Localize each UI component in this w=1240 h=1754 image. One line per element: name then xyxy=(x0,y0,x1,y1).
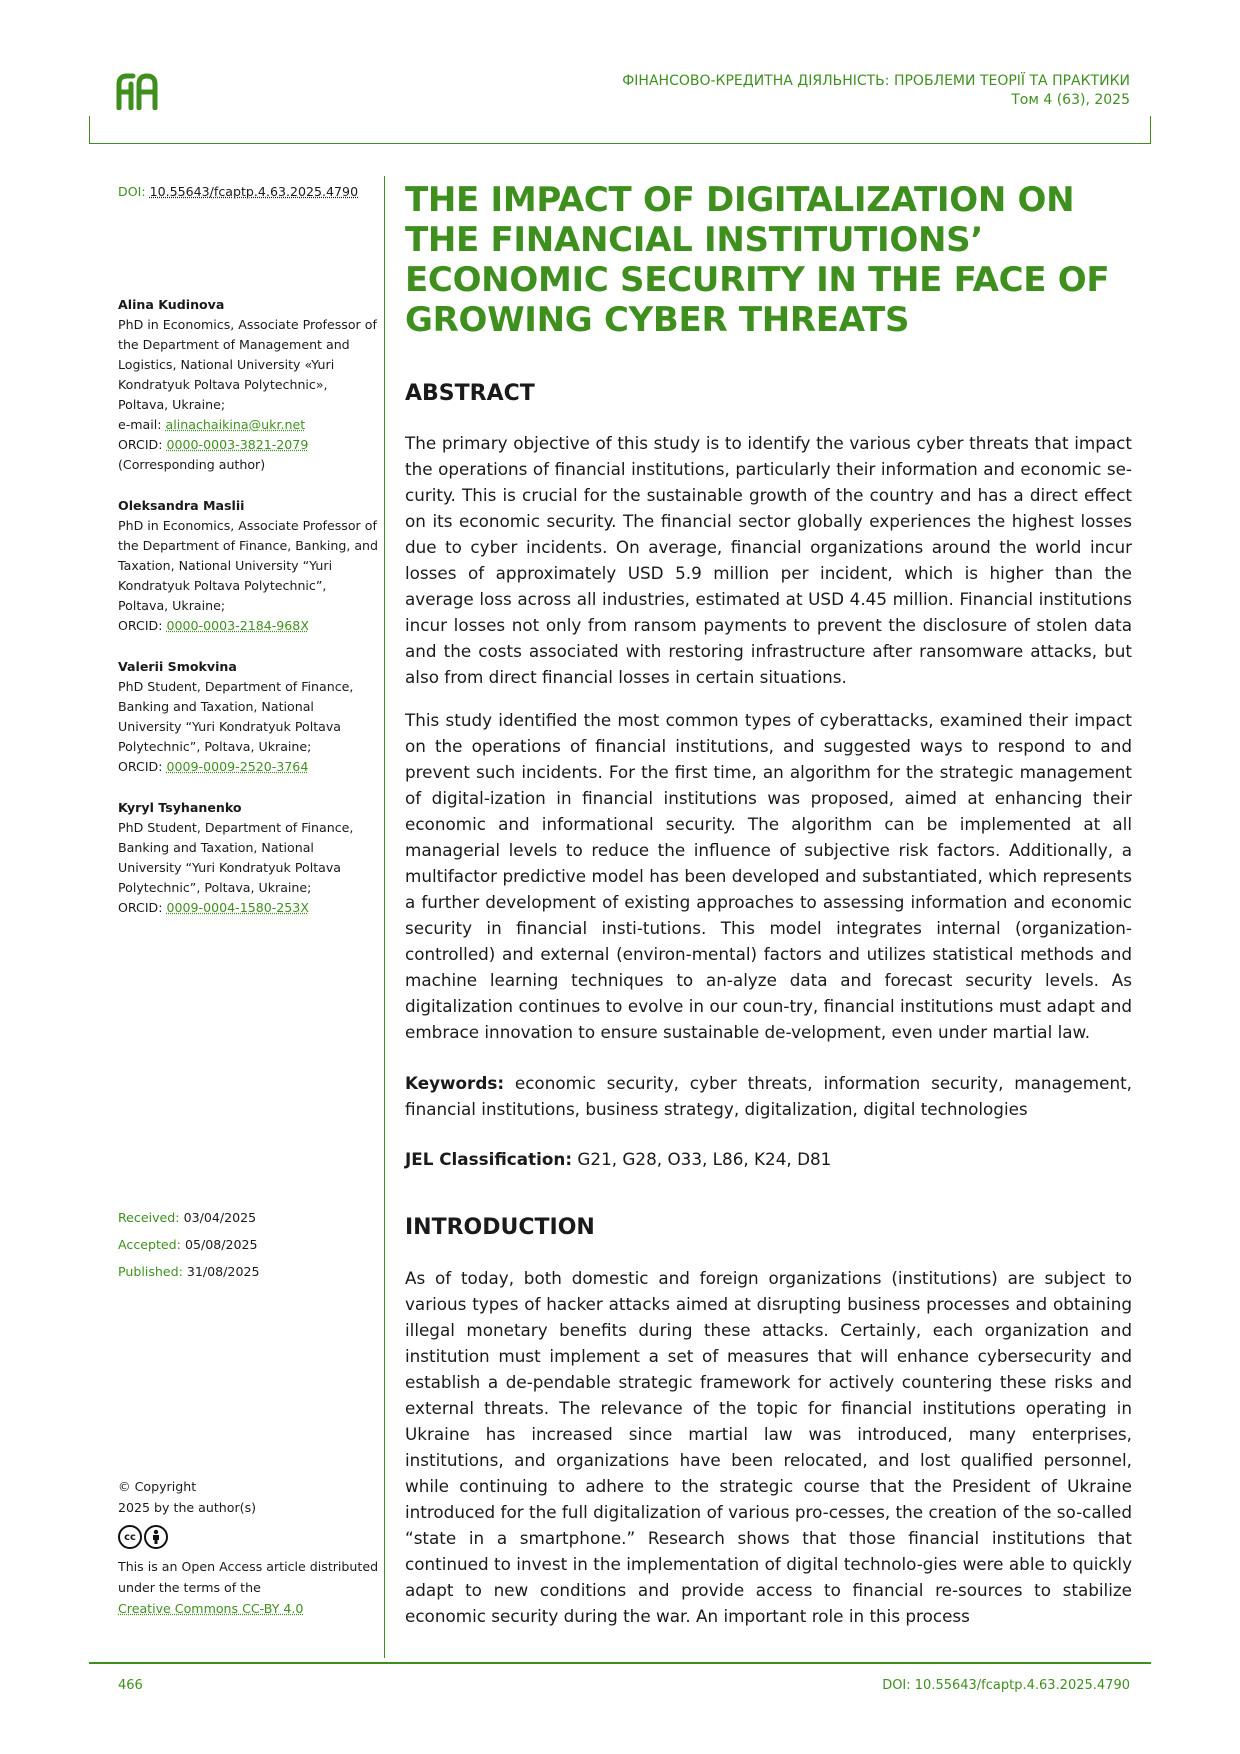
received-label: Received: xyxy=(118,1210,180,1225)
doi-link[interactable]: 10.55643/fcaptp.4.63.2025.4790 xyxy=(149,184,359,199)
author-name: Kyryl Tsyhanenko xyxy=(118,800,242,815)
orcid-label: ORCID: xyxy=(118,618,163,633)
header-rule xyxy=(89,116,1151,144)
author-3 xyxy=(118,657,380,777)
keywords-text: economic security, cyber threats, information security, management, financial institutions, business strategy, digitalization, digital technologies xyxy=(405,1073,1132,1119)
author-affiliation: PhD Student, Department of Finance, Banking and Taxation, National University “Yuri Kondratyuk Poltava Polytechnic”, Poltava, Ukraine; xyxy=(118,679,354,754)
keywords-label: Keywords: xyxy=(405,1073,505,1093)
article-title: THE IMPACT OF DIGITALIZATION ON THE FINANCIAL INSTITUTIONS’ ECONOMIC SECURITY IN THE FACE OF GROWING CYBER THREATS xyxy=(405,180,1110,340)
column-divider xyxy=(384,176,385,1658)
cc-icon: cc xyxy=(118,1525,142,1549)
orcid-link[interactable]: 0009-0009-2520-3764 xyxy=(166,759,309,774)
footer-rule xyxy=(89,1662,1151,1664)
abstract-paragraph-1: The primary objective of this study is to identify the various cyber threats that impact the operations of financial institutions, particularly their information and economic se-curity. This is crucial for the sustainable growth of the country and has a direct effect on its economic security. The financial sector globally experiences the highest losses due to cyber incidents. On average, financial organizations around the world incur losses of approximately USD 5.9 million per incident, which is higher than the average loss across all industries, estimated at USD 4.45 million. Financial institutions incur losses not only from ransom payments to prevent the disclosure of stolen data and the costs associated with restoring infrastructure after ransomware attacks, but also from direct financial losses in certain situations. xyxy=(405,433,1132,687)
doi-label: DOI: xyxy=(118,184,146,199)
journal-header xyxy=(622,72,1130,110)
accepted-label: Accepted: xyxy=(118,1237,181,1252)
copyright-year: 2025 by the author(s) xyxy=(118,1500,257,1515)
author-affiliation: PhD Student, Department of Finance, Banking and Taxation, National University “Yuri Kondratyuk Poltava Polytechnic”, Poltava, Ukraine; xyxy=(118,820,354,895)
keywords xyxy=(405,1070,1132,1122)
copyright xyxy=(118,1476,380,1518)
author-4 xyxy=(118,798,380,918)
jel-codes: G21, G28, O33, L86, K24, D81 xyxy=(577,1149,832,1169)
footer-doi[interactable]: DOI: 10.55643/fcaptp.4.63.2025.4790 xyxy=(882,1678,1130,1693)
license-note xyxy=(118,1556,380,1619)
license-text: This is an Open Access article distributed under the terms of the xyxy=(118,1559,379,1595)
by-icon xyxy=(144,1525,168,1549)
author-1 xyxy=(118,295,380,475)
copyright-line: © Copyright xyxy=(118,1479,197,1494)
license-link[interactable]: Creative Commons CC-BY 4.0 xyxy=(118,1601,304,1616)
orcid-link[interactable]: 0009-0004-1580-253X xyxy=(166,900,309,915)
introduction-paragraph: As of today, both domestic and foreign organizations (institutions) are subject to various types of hacker attacks aimed at disrupting business processes and obtaining illegal monetary benefits during these attacks. Certainly, each organization and institution must implement a set of measures that will enhance cybersecurity and establish a de-pendable strategic framework for actively countering these risks and external threats. The relevance of the topic for financial institutions operating in Ukraine has increased since martial law was introduced, many enterprises, institutions, and organizations have been relocated, and lost qualified personnel, while continuing to adhere to the strategic course that the President of Ukraine introduced for the full digitalization of various pro-cesses, the creation of the so-called “state in a smartphone.” Research shows that those financial institutions that continued to invest in the implementation of digital technolo-gies were able to quickly adapt to new conditions and provide access to financial re-sources to stabilize economic security during the war. An important role in this process xyxy=(405,1268,1132,1626)
author-name: Alina Kudinova xyxy=(118,297,225,312)
journal-title: ФІНАНСОВО-КРЕДИТНА ДІЯЛЬНІСТЬ: ПРОБЛЕМИ ТЕОРІЇ ТА ПРАКТИКИ xyxy=(622,73,1130,89)
sidebar-doi xyxy=(118,182,378,202)
published-date: 31/08/2025 xyxy=(186,1264,260,1279)
orcid-label: ORCID: xyxy=(118,759,163,774)
journal-volume: Том 4 (63), 2025 xyxy=(1011,92,1130,108)
email-link[interactable]: alinachaikina@ukr.net xyxy=(165,417,306,432)
introduction-heading: INTRODUCTION xyxy=(405,1215,595,1240)
author-name: Valerii Smokvina xyxy=(118,659,237,674)
jel-label: JEL Classification: xyxy=(405,1149,573,1169)
journal-logo-icon xyxy=(115,72,159,110)
received-date: 03/04/2025 xyxy=(183,1210,257,1225)
orcid-link[interactable]: 0000-0003-2184-968X xyxy=(166,618,309,633)
orcid-label: ORCID: xyxy=(118,437,163,452)
accepted-date: 05/08/2025 xyxy=(184,1237,258,1252)
page-number: 466 xyxy=(118,1678,143,1693)
email-label: e-mail: xyxy=(118,417,162,432)
author-affiliation: PhD in Economics, Associate Professor of the Department of Finance, Banking, and Taxation, National University “Yuri Kondratyuk Poltava Polytechnic”, Poltava, Ukraine; xyxy=(118,518,379,613)
orcid-label: ORCID: xyxy=(118,900,163,915)
article-dates xyxy=(118,1204,259,1285)
orcid-link[interactable]: 0000-0003-3821-2079 xyxy=(166,437,309,452)
abstract-heading: ABSTRACT xyxy=(405,381,535,406)
cc-license-icons[interactable] xyxy=(118,1525,168,1549)
author-affiliation: PhD in Economics, Associate Professor of the Department of Management and Logistics, National University «Yuri Kondratyuk Poltava Polytechnic», Poltava, Ukraine; xyxy=(118,317,377,412)
corresponding-note: (Corresponding author) xyxy=(118,457,266,472)
author-name: Oleksandra Maslii xyxy=(118,498,245,513)
abstract-paragraph-2: This study identified the most common types of cyberattacks, examined their impact on the operations of financial institutions, and suggested ways to respond to and prevent such incidents. For the first time, an algorithm for the strategic management of digital-ization in financial institutions was proposed, aimed at enhancing their economic and informational security. The algorithm can be implemented at all managerial levels to reduce the influence of subjective risk factors. Additionally, a multifactor predictive model has been developed and substantiated, which represents a further development of existing approaches to assessing information and economic security in financial insti-tutions. This model integrates internal (organization-controlled) and external (environ-mental) factors and utilizes statistical methods and machine learning techniques to an-alyze data and forecast security levels. As digitalization continues to evolve in our coun-try, financial institutions must adapt and embrace innovation to ensure sustainable de-velopment, even under martial law. xyxy=(405,710,1132,1042)
jel-classification xyxy=(405,1146,1132,1172)
author-2 xyxy=(118,496,380,636)
published-label: Published: xyxy=(118,1264,183,1279)
